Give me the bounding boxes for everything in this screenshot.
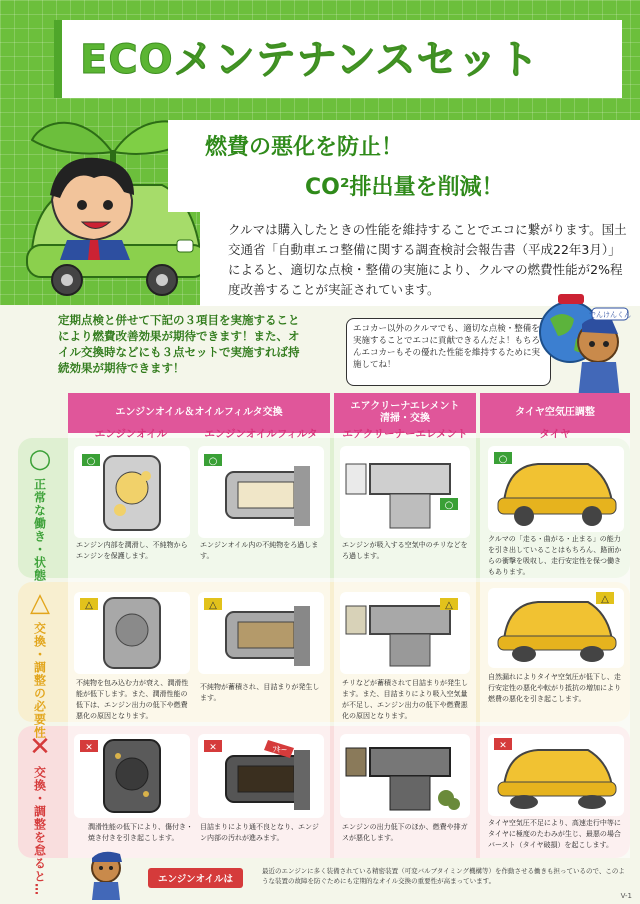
- caption-ok-engine-oil: エンジン内部を潤滑し、不純物からエンジンを保護します。: [76, 541, 188, 560]
- sign-warn-icon-4: △: [601, 594, 609, 605]
- mascot-speech-bubble: エコカー以外のクルマでも、適切な点検・整備を実施することでエコに貢献できるんだよ！もちろんエコカーもその優れた性能を維持するために実施してね！: [346, 318, 551, 386]
- caption-ok-tire: クルマの「走る・曲がる・止まる」の能力を引き出していることはもちろん、路面からの衝撃を吸収し、走行安定性を保つ働きもあります。: [488, 535, 622, 576]
- footer-mascot-icon: [78, 846, 134, 902]
- title-accent: [54, 20, 62, 98]
- tire-warn-illustration: [488, 588, 624, 668]
- sign-ok-icon: ○: [86, 456, 96, 467]
- tire-ng-illustration: [488, 734, 624, 816]
- caption-warn-air-element: チリなどが蓄積されて目詰まりが発生します。また、目詰まりにより吸入空気量が不足し、エンジン出力の低下や燃費悪化の原因となります。: [342, 679, 468, 720]
- sublabel-tire: タイヤ: [539, 428, 571, 440]
- mascot-badge: でんけんくん: [589, 311, 631, 319]
- sublabel-engine-oil: エンジンオイル: [94, 428, 168, 440]
- air-element-ok-illustration: [340, 446, 470, 538]
- caption-ng-air-element: エンジンの出力低下のほか、燃費や排ガスが悪化します。: [342, 823, 468, 842]
- caption-warn-oil-filter: 不純物が蓄積され、目詰まりが発生します。: [200, 683, 320, 702]
- engine-oil-ok-illustration: [74, 446, 190, 538]
- row-label-ok-text: 正常な働き・状態: [32, 478, 47, 582]
- sign-ng-icon-2: ✕: [209, 743, 217, 753]
- caption-ok-air-element: エンジンが吸入する空気中のチリなどをろ過します。: [342, 541, 468, 560]
- row-label-warn-text: 交換・調整の必要性: [32, 622, 47, 739]
- slogan-line-1: 燃費の悪化を防止！: [205, 135, 404, 160]
- footer-text: 最近のエンジンに多く装備されている精密装置（可変バルブタイミング機構等）を作動させる働きも担っているので、このような装置の故障を防ぐためにも定期的なオイル交換の重要性が高まっています。: [262, 867, 625, 885]
- caption-ng-tire: タイヤ空気圧不足により、高速走行中等にタイヤに極度のたわみが生じ、最悪の場合バースト（タイヤ破損）を起こします。: [488, 819, 621, 849]
- row-label-warn: [22, 588, 58, 739]
- column-header-air-text: エアクリーナエレメント 清掃・交換: [350, 401, 460, 424]
- row-label-ok: [22, 444, 58, 582]
- title-bar: [62, 20, 622, 98]
- lead-text: 定期点検と併せて下記の３項目を実施することにより燃費改善効果が期待できます！また、オイル交換時などにも３点セットで実施すれば持続効果が期待できます！: [58, 313, 300, 375]
- sign-ok-icon-3: ○: [444, 500, 454, 511]
- column-header-oil: エンジンオイル＆オイルフィルタ交換: [68, 393, 330, 433]
- caption-ok-oil-filter: エンジンオイル内の不純物をろ過します。: [200, 541, 319, 560]
- air-element-ng-illustration: [340, 734, 470, 818]
- engine-oil-warn-illustration: [74, 592, 190, 674]
- tire-ok-illustration: [488, 446, 624, 532]
- page-number: V-1: [620, 892, 632, 900]
- sign-ok-icon-4: ○: [498, 454, 508, 465]
- engine-oil-ng-illustration: [74, 734, 190, 818]
- caption-ng-engine-oil: 潤滑性能の低下により、傷付き・焼き付きを引き起こします。: [88, 823, 193, 842]
- sign-warn-icon: △: [85, 600, 93, 611]
- caption-warn-engine-oil: 不純物を包み込む力が衰え、潤滑性能が低下します。また、潤滑性能の低下は、エンジン出力の低下や燃費悪化の原因となります。: [76, 679, 189, 720]
- footer-tag: エンジンオイルは: [148, 868, 243, 888]
- ok-circle-icon: ○: [28, 444, 52, 474]
- sign-ng-icon-3: ✕: [499, 741, 507, 751]
- air-element-warn-illustration: [340, 592, 470, 674]
- oil-filter-ok-illustration: [198, 446, 324, 538]
- sublabel-air-element: エアクリーナーエレメント: [342, 428, 468, 440]
- caption-warn-tire: 自然漏れによりタイヤ空気圧が低下し、走行安定性の悪化や転がり抵抗の増加により燃費の悪化を引き起こします。: [488, 673, 621, 703]
- sign-ng-icon: ✕: [85, 743, 93, 753]
- row-label-ng-text: 交換・調整を怠ると…: [32, 766, 47, 896]
- oil-filter-ng-illustration: [198, 734, 324, 818]
- caption-ng-oil-filter: 目詰まりにより通不良となり、エンジン内部の汚れが進みます。: [200, 823, 319, 842]
- warning-triangle-icon: △: [30, 588, 50, 618]
- sign-warn-icon-2: △: [209, 600, 217, 611]
- cross-icon: ✕: [29, 732, 51, 762]
- intro-paragraph: クルマは購入したときの性能を維持することでエコに繋がります。国土交通省「自動車エコ整備に関する調査検討会報告書（平成22年3月）」によると、適切な点検・整備の実施により、クルマの燃費性能が2%程度改善することが実証されています。: [228, 222, 627, 297]
- row-label-ng: [22, 732, 58, 896]
- slogan-line-2: CO²排出量を削減！: [305, 175, 504, 200]
- sweat-label: ﾌｷ~: [272, 745, 288, 754]
- oil-filter-warn-illustration: [198, 592, 324, 674]
- sign-warn-icon-3: △: [445, 600, 453, 611]
- sublabel-oil-filter: エンジンオイルフィルタ: [204, 428, 318, 440]
- column-header-tire: タイヤ空気圧調整: [480, 393, 630, 433]
- sign-ok-icon-2: ○: [208, 456, 218, 467]
- page-title: ECOメンテナンスセット: [80, 37, 540, 83]
